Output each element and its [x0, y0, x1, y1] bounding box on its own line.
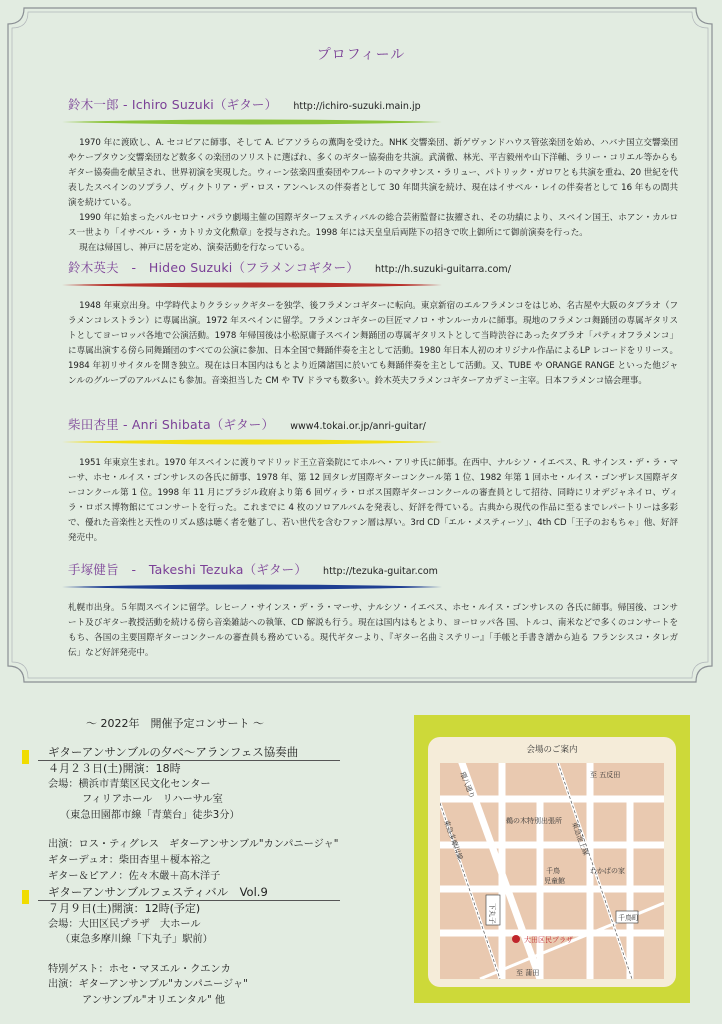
event-date: ７月９日(土)開演：12時(予定)	[48, 902, 201, 915]
event-performer: ギターデュオ：柴田杏里＋榎本裕之	[48, 854, 211, 866]
artist-section	[68, 95, 678, 256]
map-caption: 会場のご案内	[526, 745, 578, 755]
event-performer: 出演：ギターアンサンブル"カンパニージャ"	[48, 979, 248, 991]
bio-paragraph: 現在は帰国し、神戸に居を定め、演奏活動を行なっている。	[79, 243, 310, 253]
artist-bio	[68, 456, 678, 546]
brush-stroke-divider	[62, 438, 442, 446]
direction-label: 至 蒲田	[516, 969, 540, 977]
artist-url[interactable]: http://ichiro-suzuki.main.jp	[293, 101, 421, 112]
artist-url[interactable]: www4.tokai.or.jp/anri-guitar/	[290, 421, 426, 432]
bio-paragraph: 札幌市出身。５年間スペインに留学。レヒーノ・サインス・デ・ラ・マーサ、ナルシソ・イエペス、ホセ・ルイス・ゴンサレスの 各氏に師事。帰国後、コンサート及びギター教授活動を続ける傍ら音楽雑誌への執筆、CD 解説も行う。現在は国内はもとより、ヨーロッパ各 国、トルコ、南米などで多くのコンサートをもち、各国の主要国際ギターコンクールの審査員も務めている。現代ギターより、『ギター名曲ミステリー』「手帳と手書き譜から辿る フランシスコ・タレガ伝」など好評発売中。	[68, 603, 678, 658]
event-title-text: ギターアンサンブルの夕べ～アランフェス協奏曲	[48, 745, 299, 759]
railway-label: 東急池上線	[570, 820, 590, 857]
event-performer: アンサンブル"オリエンタル" 他	[82, 994, 226, 1006]
artist-section	[68, 560, 678, 661]
station-label: 千鳥町	[618, 914, 639, 922]
event-venue: 会場：横浜市青葉区民文化センター	[48, 778, 211, 790]
venue-map-card	[428, 737, 676, 987]
landmark-label: わかばの家	[590, 867, 625, 875]
venue-map	[440, 763, 664, 979]
event-performer: 特別ゲスト：ホセ・マヌエル・クエンカ	[48, 963, 231, 975]
venue-map-panel	[414, 715, 690, 1003]
concert-event	[38, 744, 378, 884]
event-venue: 会場：大田区民プラザ 大ホール	[48, 918, 201, 930]
brush-stroke-divider	[62, 118, 442, 126]
profile-title: プロフィール	[316, 47, 406, 63]
concerts-heading: ～ 2022年 開催予定コンサート ～	[86, 717, 264, 730]
direction-label: 至 五反田	[590, 771, 621, 779]
event-venue: （東急多摩川線「下丸子」駅前）	[60, 934, 213, 946]
artist-bio	[68, 601, 678, 661]
station-label: 下丸子	[488, 903, 496, 924]
event-title	[38, 884, 340, 901]
artist-name: 鈴木一郎 - Ichiro Suzuki（ギター）	[68, 97, 278, 112]
landmark-label: 千鳥	[546, 867, 560, 875]
bio-paragraph: 1948 年東京出身。中学時代よりクラシックギターを独学、後フラメンコギターに転向。東京新宿のエルフラメンコをはじめ、名古屋や大阪のタブラオ（フラメンコレストラン）に専属出演。1972 年スペインに留学。フラメンコギターの巨匠マノロ・サンルーカルに師事。現地のフラメンコ舞踊団の専属ギタリストとしてヨーロッパ各地で公演活動。1978 年帰国後は小松原庸子スペイン舞踊団の専属ギタリストとして当時渋谷にあったタブラオ「パティオフラメンコ」に専属出演する傍ら同舞踊団のすべての公演に参加、日本全国で舞踊伴奏を主として活動。1980 年日本人初のオリジナル作品によるLP レコードをリリース。1984 年初リサイタルを開き独立。現在は日本国内はもとより近隣諸国に於いても舞踊伴奏を主として活動。又、TUBE や ORANGE RANGE といった他ジャンルのグループのアルバムにも参加。音楽担当した CM や TV ドラマも数多い。鈴木英夫フラメンコギターアカデミー主宰。日本フラメンコ協会理事。	[68, 301, 678, 386]
event-performer: ギター＆ピアノ：佐々木嚴＋高木洋子	[48, 870, 221, 882]
event-venue: （東急田園都市線「青葉台」徒歩3分）	[60, 809, 240, 821]
bio-paragraph: 1990 年に始まったバルセロナ・パラウ劇場主催の国際ギターフェスティバルの総合芸術監督に抜擢され、その功績により、スペイン国王、ホアン・カルロス一世より「イサベル・ラ・カトリカ文化勲章」を授与された。1998 年には天皇皇后両陛下の招きで吹上御所にて御前演奏を行った。	[68, 213, 678, 238]
artist-bio	[68, 136, 678, 256]
bio-paragraph: 1970 年に渡欧し、A. セコビアに師事、そして A. ピアソラらの薫陶を受けた。NHK 交響楽団、新ゲヴァンドハウス管弦楽団を始め、ハバナ国立交響楽団やケープタウン交響楽団など数多くの楽団のソリストに選ばれ、多くのギター協奏曲を共演。武満徹、林光、平吉毅州や山下洋輔、ラリー・コリエル等からもギター協奏曲を献呈され、世界初演を実現した。ウィーン弦楽四重奏団やフルートのマクサンス・ラリュー、パトリック・ガロワとも共演を重ね、20 世紀を代表したスペインのソプラノ、ヴィクトリア・デ・ロス・アンヘレスの伴奏者として 30 年間共演を続け、現在はイサベル・レイの伴奏者として 16 年もの間共演を続けている。	[68, 138, 678, 208]
bio-paragraph: 1951 年東京生まれ。1970 年スペインに渡りマドリッド王立音楽院にてホルヘ・アリサ氏に師事。在西中、ナルシソ・イエペス、R. サインス・デ・ラ・マーサ、ホセ・ルイス・ゴンサレスの各氏に師事、1978 年、第 12 回タレガ国際ギターコンクール第 1 位、1982 年第 1 回ホセ・ルイス・ゴンザレス国際ギターコンクール第 1 位。1998 年 11 月にブラジル政府より第 6 回ヴィラ・ロボス国際ギターコンクールの審査員として招待、同時にリオデジャネイロ、ヴィラ・ロボス博物館にてコンサートを行った。これまでに 4 枚のソロアルバムを発表し、好評を得ている。古典から現代の作品に至るまでレパートリーは多彩で、優れた音楽性と天性のリズム感は聴く者を魅了し、若い世代を含むファン層は厚い。3rd CD「エル・メスティーソ」、4th CD「王子のおもちゃ」他、好評発売中。	[68, 458, 678, 543]
artist-name: 鈴木英夫 - Hideo Suzuki（フラメンコギター）	[68, 260, 359, 275]
brush-stroke-divider	[62, 281, 442, 289]
artist-section	[68, 415, 678, 546]
venue-marker-icon	[512, 935, 520, 943]
event-title-text: ギターアンサンブルフェスティバル Vol.9	[48, 885, 268, 899]
concert-event	[38, 884, 378, 1009]
artist-url[interactable]: http://tezuka-guitar.com	[323, 566, 438, 577]
railway-label: 東急多摩川線	[442, 818, 465, 862]
event-performer: 出演：ロス・ティグレス ギターアンサンブル"カンパニージャ"	[48, 839, 339, 851]
artist-name: 手塚健旨 - Takeshi Tezuka（ギター）	[68, 562, 308, 577]
event-venue: フィリアホール リハーサル室	[82, 794, 223, 806]
landmark-label: 鵜の木特別出張所	[506, 817, 562, 825]
event-date: ４月２３日(土)開演：18時	[48, 762, 181, 775]
artist-name: 柴田杏里 - Anri Shibata（ギター）	[68, 417, 275, 432]
yellow-marker	[22, 890, 29, 904]
artist-bio	[68, 299, 678, 389]
brush-stroke-divider	[62, 583, 442, 591]
yellow-marker	[22, 750, 29, 764]
event-title	[38, 744, 340, 761]
artist-section	[68, 258, 678, 389]
venue-label: 大田区民プラザ	[524, 936, 573, 944]
landmark-label: 児童館	[544, 877, 565, 885]
artist-url[interactable]: http://h.suzuki-guitarra.com/	[374, 264, 511, 275]
road-label: 環八通り	[458, 770, 477, 800]
